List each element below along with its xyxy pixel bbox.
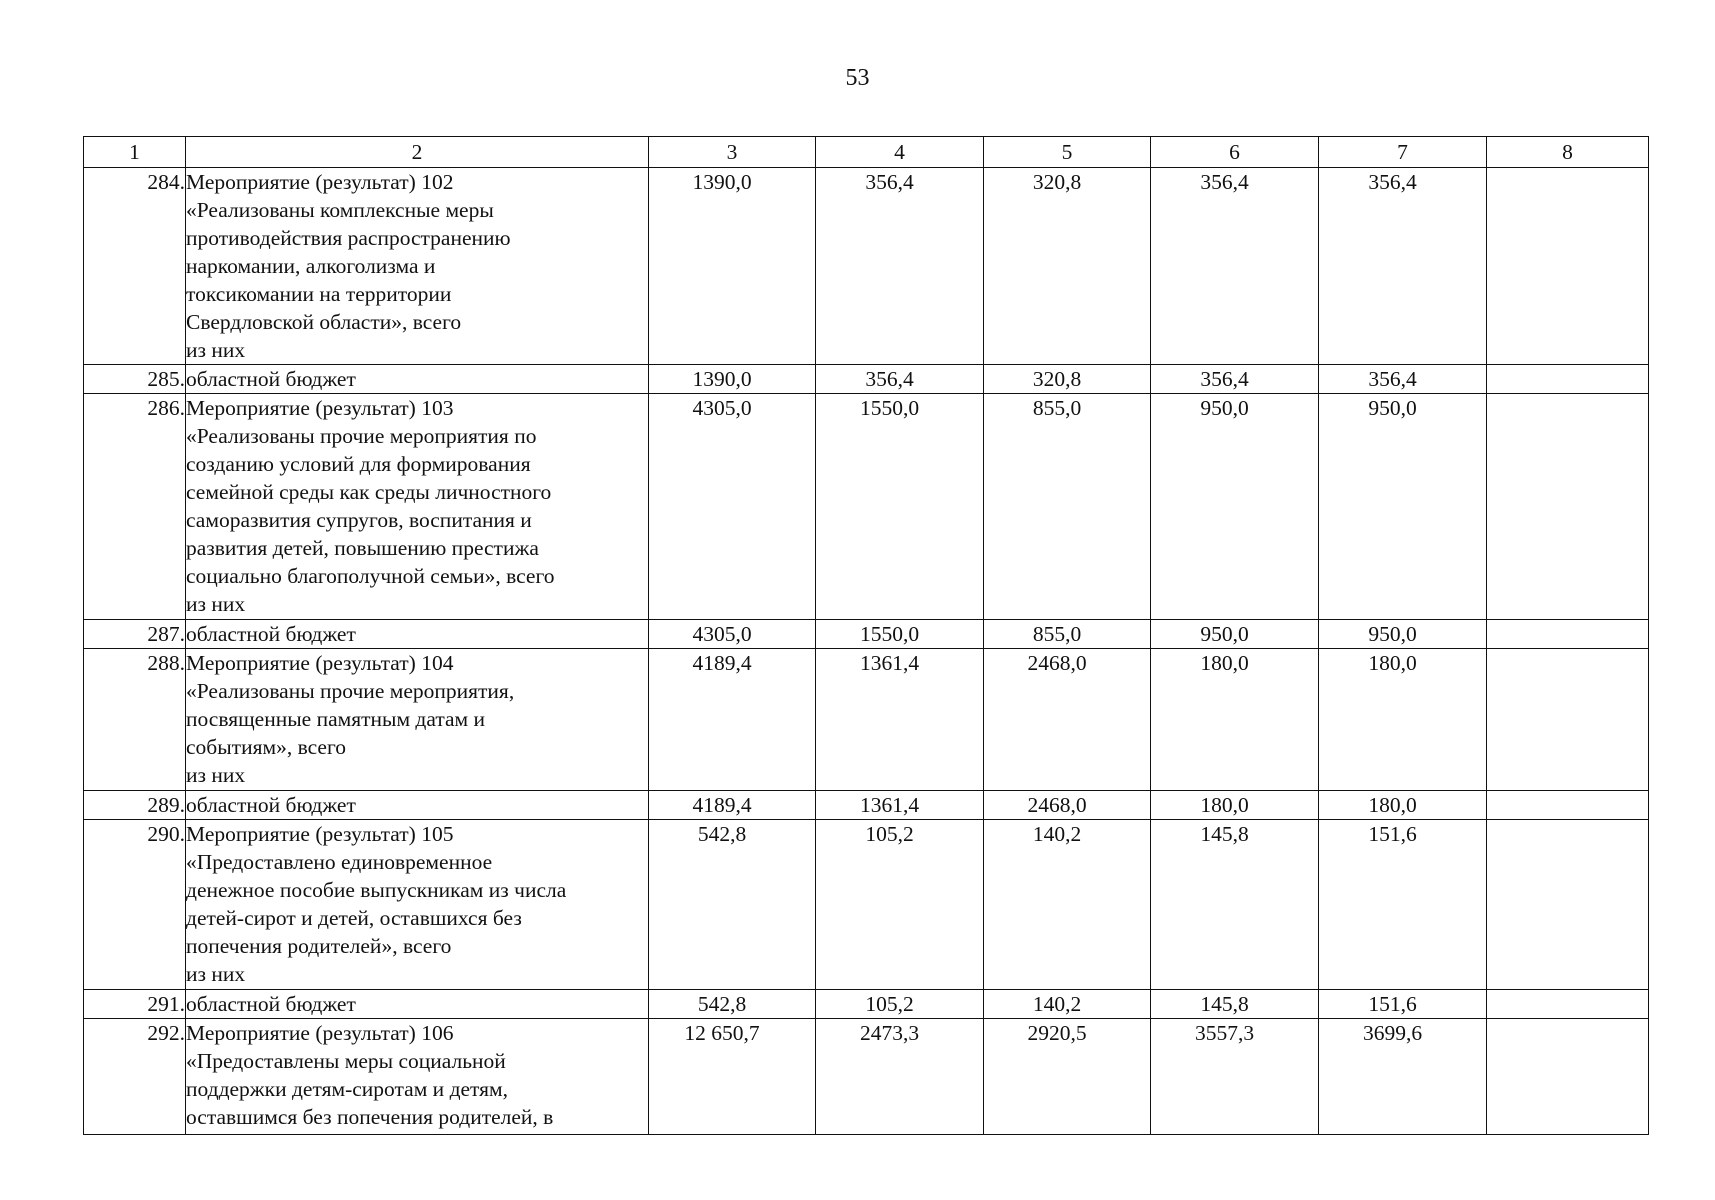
row-description: Мероприятие (результат) 105 «Предоставлено единовременное денежное пособие выпускникам из числа детей-сирот и детей, оставшихся без попечения родителей», всего из них xyxy=(186,820,649,990)
value-text: 1361,4 xyxy=(859,651,920,675)
value-col-8 xyxy=(1487,365,1649,394)
row-description: областной бюджет xyxy=(186,990,649,1019)
value-text: 145,8 xyxy=(1200,992,1249,1016)
row-description: Мероприятие (результат) 103 «Реализованы прочие мероприятия по созданию условий для формирования семейной среды как среды личностного саморазвития супругов, воспитания и развития детей, повышению престижа социально благополучной семьи», всего из них xyxy=(186,394,649,620)
value-col-6 xyxy=(1151,820,1319,990)
value-col-8 xyxy=(1487,649,1649,791)
row-number: 284. xyxy=(84,168,186,365)
col-header-7: 7 xyxy=(1319,137,1487,168)
value-col-5 xyxy=(984,168,1151,365)
value-col-4 xyxy=(816,791,984,820)
value-text: 356,4 xyxy=(1200,367,1249,391)
value-text: 180,0 xyxy=(1200,651,1249,675)
value-col-7 xyxy=(1319,649,1487,791)
value-text: 12 650,7 xyxy=(684,1021,760,1045)
value-col-8 xyxy=(1487,620,1649,649)
row-number: 292. xyxy=(84,1019,186,1135)
value-text: 356,4 xyxy=(1368,170,1417,194)
col-header-3: 3 xyxy=(649,137,816,168)
value-text: 105,2 xyxy=(865,822,914,846)
page-number: 53 xyxy=(845,65,870,91)
value-text: 542,8 xyxy=(697,822,747,846)
value-col-3 xyxy=(649,649,816,791)
value-col-6 xyxy=(1151,394,1319,620)
table-row xyxy=(84,394,1649,620)
value-col-3 xyxy=(649,620,816,649)
value-col-5 xyxy=(984,394,1151,620)
row-description: областной бюджет xyxy=(186,791,649,820)
value-text: 4189,4 xyxy=(692,793,752,817)
table-row xyxy=(84,820,1649,990)
value-col-4 xyxy=(816,1019,984,1135)
value-col-7 xyxy=(1319,1019,1487,1135)
value-text: 140,2 xyxy=(1032,992,1082,1016)
value-col-6 xyxy=(1151,990,1319,1019)
row-number: 285. xyxy=(84,365,186,394)
value-col-4 xyxy=(816,990,984,1019)
value-text: 950,0 xyxy=(1200,396,1249,420)
value-col-3 xyxy=(649,168,816,365)
row-number: 287. xyxy=(84,620,186,649)
value-col-5 xyxy=(984,365,1151,394)
row-number: 289. xyxy=(84,791,186,820)
value-text: 180,0 xyxy=(1200,793,1249,817)
header-row xyxy=(84,137,1649,168)
value-col-3 xyxy=(649,1019,816,1135)
value-text: 105,2 xyxy=(865,992,914,1016)
value-col-4 xyxy=(816,620,984,649)
value-text: 180,0 xyxy=(1368,651,1417,675)
value-col-7 xyxy=(1319,990,1487,1019)
value-col-6 xyxy=(1151,791,1319,820)
value-col-7 xyxy=(1319,791,1487,820)
value-col-5 xyxy=(984,620,1151,649)
value-text: 3557,3 xyxy=(1194,1021,1255,1045)
value-text: 1550,0 xyxy=(859,396,920,420)
row-description: Мероприятие (результат) 106 «Предоставлены меры социальной поддержки детям-сиротам и детям, оставшимся без попечения родителей, в xyxy=(186,1019,649,1135)
value-text: 950,0 xyxy=(1200,622,1249,646)
table-row xyxy=(84,168,1649,365)
value-text: 151,6 xyxy=(1368,992,1417,1016)
value-col-7 xyxy=(1319,820,1487,990)
value-text: 356,4 xyxy=(865,170,914,194)
value-col-6 xyxy=(1151,620,1319,649)
value-col-3 xyxy=(649,365,816,394)
value-text: 2468,0 xyxy=(1027,793,1087,817)
value-text: 320,8 xyxy=(1032,367,1082,391)
value-col-6 xyxy=(1151,168,1319,365)
budget-table xyxy=(83,136,1649,1135)
value-col-8 xyxy=(1487,1019,1649,1135)
value-col-4 xyxy=(816,168,984,365)
value-col-5 xyxy=(984,1019,1151,1135)
value-col-8 xyxy=(1487,394,1649,620)
table-row xyxy=(84,1019,1649,1135)
value-text: 1390,0 xyxy=(692,170,752,194)
value-text: 4305,0 xyxy=(692,396,752,420)
col-header-1: 1 xyxy=(84,137,186,168)
table-row xyxy=(84,620,1649,649)
value-col-6 xyxy=(1151,365,1319,394)
value-text: 356,4 xyxy=(1200,170,1249,194)
value-text: 2473,3 xyxy=(859,1021,920,1045)
table-row xyxy=(84,649,1649,791)
value-col-4 xyxy=(816,649,984,791)
col-header-8: 8 xyxy=(1487,137,1649,168)
row-description: Мероприятие (результат) 104 «Реализованы прочие мероприятия, посвященные памятным датам и событиям», всего из них xyxy=(186,649,649,791)
col-header-2: 2 xyxy=(186,137,649,168)
row-number: 290. xyxy=(84,820,186,990)
value-col-5 xyxy=(984,649,1151,791)
value-col-8 xyxy=(1487,820,1649,990)
value-text: 4189,4 xyxy=(692,651,752,675)
value-col-4 xyxy=(816,394,984,620)
value-text: 4305,0 xyxy=(692,622,752,646)
value-col-4 xyxy=(816,820,984,990)
value-col-7 xyxy=(1319,394,1487,620)
row-number: 286. xyxy=(84,394,186,620)
value-col-3 xyxy=(649,791,816,820)
value-col-6 xyxy=(1151,1019,1319,1135)
table-row xyxy=(84,365,1649,394)
value-col-8 xyxy=(1487,791,1649,820)
value-text: 180,0 xyxy=(1368,793,1417,817)
value-text: 2920,5 xyxy=(1027,1021,1087,1045)
value-text: 950,0 xyxy=(1368,396,1417,420)
value-text: 356,4 xyxy=(1368,367,1417,391)
value-col-3 xyxy=(649,820,816,990)
value-text: 2468,0 xyxy=(1027,651,1087,675)
value-col-3 xyxy=(649,394,816,620)
value-text: 855,0 xyxy=(1032,396,1082,420)
value-text: 1390,0 xyxy=(692,367,752,391)
table-row xyxy=(84,990,1649,1019)
value-text: 151,6 xyxy=(1368,822,1417,846)
row-number: 288. xyxy=(84,649,186,791)
table-row xyxy=(84,791,1649,820)
value-text: 950,0 xyxy=(1368,622,1417,646)
col-header-5: 5 xyxy=(984,137,1151,168)
value-col-4 xyxy=(816,365,984,394)
value-text: 1550,0 xyxy=(859,622,920,646)
row-number: 291. xyxy=(84,990,186,1019)
value-text: 356,4 xyxy=(865,367,914,391)
value-text: 145,8 xyxy=(1200,822,1249,846)
value-col-7 xyxy=(1319,365,1487,394)
row-description: Мероприятие (результат) 102 «Реализованы комплексные меры противодействия распространению наркомании, алкоголизма и токсикомании на территории Свердловской области», всего из них xyxy=(186,168,649,365)
table-body xyxy=(84,168,1649,1135)
value-col-7 xyxy=(1319,620,1487,649)
value-col-7 xyxy=(1319,168,1487,365)
value-col-5 xyxy=(984,791,1151,820)
value-col-8 xyxy=(1487,990,1649,1019)
col-header-4: 4 xyxy=(816,137,984,168)
value-text: 3699,6 xyxy=(1362,1021,1423,1045)
col-header-6: 6 xyxy=(1151,137,1319,168)
value-text: 1361,4 xyxy=(859,793,920,817)
value-col-5 xyxy=(984,820,1151,990)
value-text: 140,2 xyxy=(1032,822,1082,846)
row-description: областной бюджет xyxy=(186,365,649,394)
row-description: областной бюджет xyxy=(186,620,649,649)
value-col-8 xyxy=(1487,168,1649,365)
value-col-5 xyxy=(984,990,1151,1019)
value-text: 542,8 xyxy=(697,992,747,1016)
value-text: 320,8 xyxy=(1032,170,1082,194)
value-col-6 xyxy=(1151,649,1319,791)
value-col-3 xyxy=(649,990,816,1019)
value-text: 855,0 xyxy=(1032,622,1082,646)
